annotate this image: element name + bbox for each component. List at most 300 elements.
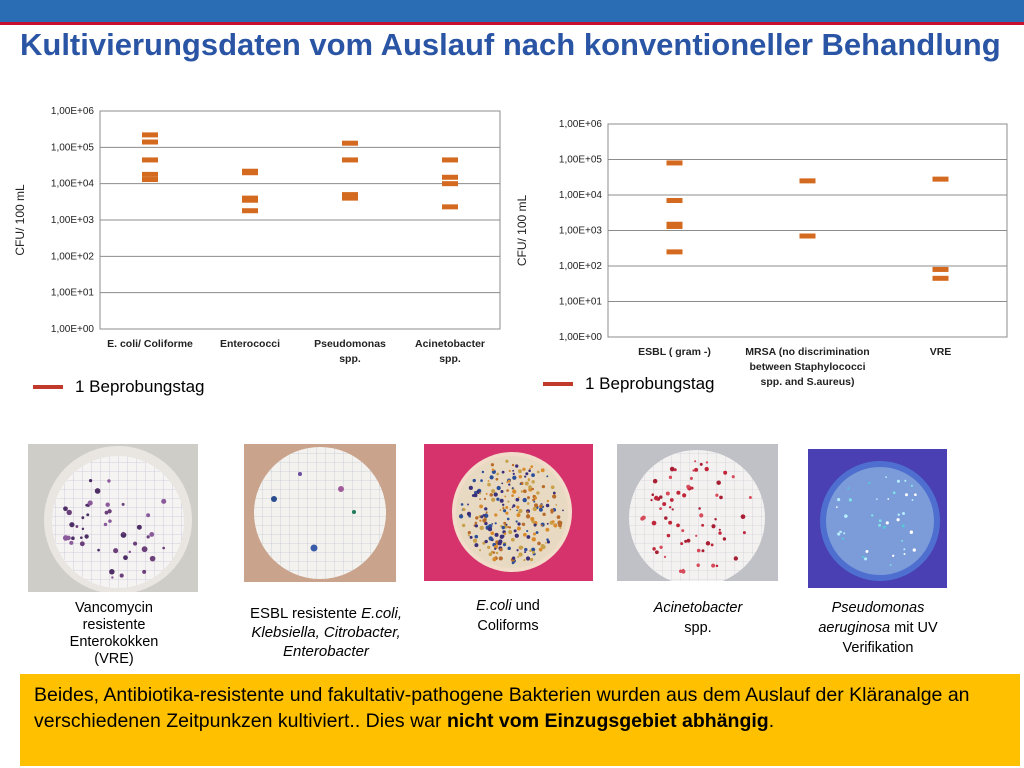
colony	[473, 479, 476, 482]
colony	[105, 503, 109, 507]
esbl-plate-image	[244, 444, 396, 582]
chart-bacteria	[10, 102, 510, 382]
colony	[718, 531, 721, 534]
data-point	[667, 224, 683, 229]
colony	[670, 498, 674, 502]
data-point	[142, 157, 158, 162]
colony	[539, 505, 542, 508]
colony	[862, 556, 864, 558]
colony	[669, 476, 672, 479]
data-point	[933, 276, 949, 281]
colony	[484, 507, 487, 510]
caption-text: und Coliforms	[477, 598, 540, 634]
colony	[705, 467, 709, 471]
colony	[161, 499, 166, 504]
colony	[501, 482, 503, 484]
caption-text: spp.	[684, 620, 712, 636]
colony	[488, 527, 492, 531]
acinetobacter-plate-photo	[617, 444, 778, 581]
colony	[518, 509, 522, 513]
colony	[901, 540, 903, 542]
colony	[676, 491, 680, 495]
x-tick-label	[314, 338, 386, 365]
colony	[653, 479, 658, 484]
colony	[523, 489, 527, 493]
colony	[893, 491, 896, 494]
colony	[486, 511, 488, 513]
colony	[512, 562, 515, 565]
colony	[686, 485, 690, 489]
top-banner-accent	[0, 22, 1024, 25]
x-tick-label	[745, 346, 869, 388]
colony	[517, 527, 521, 531]
colony	[533, 507, 537, 511]
data-point	[442, 181, 458, 186]
colony	[479, 520, 481, 522]
colony	[526, 530, 528, 532]
colony	[497, 486, 501, 490]
data-point	[342, 196, 358, 201]
vre-plate-image	[28, 444, 198, 592]
colony	[533, 501, 535, 503]
colony	[837, 532, 840, 535]
colony	[494, 513, 497, 516]
colony	[652, 547, 655, 550]
colony	[491, 498, 495, 502]
colony	[840, 531, 842, 533]
colony	[512, 504, 515, 507]
colony	[552, 494, 556, 498]
colony	[506, 524, 508, 526]
colony	[80, 541, 85, 546]
legend-label: 1 Beprobungstag	[585, 374, 715, 393]
colony	[462, 524, 465, 527]
colony	[662, 502, 666, 506]
colony	[97, 549, 100, 552]
colony	[700, 463, 703, 466]
colony	[511, 494, 514, 497]
colony	[503, 543, 506, 546]
colony	[723, 471, 727, 475]
caption-line: Enterokokken	[69, 634, 159, 650]
colony	[695, 535, 697, 537]
colony	[547, 500, 549, 502]
colony	[516, 498, 520, 502]
colony	[69, 541, 73, 545]
colony	[537, 542, 541, 546]
colony	[706, 461, 708, 463]
summary-end: .	[768, 710, 775, 732]
colony	[473, 539, 477, 543]
colony	[123, 555, 128, 560]
colony	[715, 494, 718, 497]
page-title: Kultivierungsdaten vom Auslauf nach konventioneller Behandlung	[20, 27, 1001, 62]
colony	[836, 506, 838, 508]
x-tick-line: E. coli/ Coliforme	[107, 338, 193, 350]
colony	[652, 521, 657, 526]
colony	[530, 558, 533, 561]
colony	[699, 513, 703, 517]
colony	[496, 473, 499, 476]
colony	[518, 552, 522, 556]
x-tick-label	[107, 338, 193, 350]
colony	[714, 518, 716, 520]
caption-ecoli	[468, 596, 548, 636]
colony	[655, 550, 659, 554]
data-point	[667, 198, 683, 203]
colony	[691, 487, 694, 490]
y-tick-label: 1,00E+02	[558, 261, 602, 272]
acinetobacter-plate-image	[617, 444, 778, 581]
colony	[505, 512, 508, 515]
caption-line: Vancomycin	[75, 600, 153, 616]
colony	[551, 485, 555, 489]
colony	[129, 551, 132, 554]
colony	[676, 523, 680, 527]
colony	[84, 534, 88, 538]
colony	[532, 551, 535, 554]
colony	[500, 490, 503, 493]
colony	[474, 535, 478, 539]
colony	[551, 511, 554, 514]
colony	[701, 549, 704, 552]
colony	[879, 519, 882, 522]
colony	[886, 521, 889, 524]
y-tick-label: 1,00E+01	[50, 287, 94, 299]
colony	[474, 543, 478, 547]
colony	[546, 504, 549, 507]
colony	[484, 540, 487, 543]
colony	[883, 526, 886, 529]
colony	[479, 504, 483, 508]
y-tick-label: 1,00E+00	[558, 332, 602, 343]
data-point	[242, 198, 258, 203]
colony	[910, 531, 913, 534]
colony	[487, 546, 490, 549]
x-tick-line: spp.	[339, 353, 361, 365]
data-point	[800, 233, 816, 238]
data-point	[933, 177, 949, 182]
colony	[669, 506, 671, 508]
colony	[511, 538, 515, 542]
colony	[546, 538, 549, 541]
data-point	[442, 175, 458, 180]
colony	[541, 524, 543, 526]
colony	[494, 548, 496, 550]
colony	[505, 506, 508, 509]
colony	[701, 524, 704, 527]
colony	[137, 525, 142, 530]
colony	[559, 527, 561, 529]
colony	[508, 480, 511, 483]
colony	[542, 545, 546, 549]
colony	[467, 512, 471, 516]
colony	[552, 520, 555, 523]
colony	[491, 523, 493, 525]
colony	[509, 526, 511, 528]
colony	[530, 517, 534, 521]
data-point	[667, 160, 683, 165]
y-tick-label: 1,00E+03	[50, 215, 94, 226]
colony	[63, 506, 68, 511]
colony	[885, 476, 887, 478]
legend-marker	[543, 382, 573, 386]
colony	[527, 496, 530, 499]
colony	[680, 542, 683, 545]
colony	[516, 549, 518, 551]
colony	[71, 536, 75, 540]
colony	[529, 550, 532, 553]
data-point	[342, 141, 358, 146]
colony	[512, 476, 516, 480]
colony	[844, 514, 848, 518]
colony	[82, 528, 84, 530]
legend-label: 1 Beprobungstag	[75, 377, 205, 396]
colony	[520, 483, 522, 485]
colony	[509, 470, 511, 472]
colony	[104, 523, 107, 526]
colony	[716, 480, 720, 484]
colony	[837, 498, 840, 501]
colony	[490, 531, 494, 535]
colony	[499, 548, 502, 551]
colony	[498, 541, 502, 545]
x-tick-line: Pseudomonas	[314, 338, 386, 350]
colony	[146, 513, 150, 517]
colony	[508, 530, 512, 534]
colony	[654, 496, 659, 501]
colony	[502, 526, 505, 529]
ecoli-plate-image	[424, 444, 593, 581]
colony	[111, 576, 113, 578]
y-tick-label: 1,00E+06	[50, 106, 94, 117]
colony	[512, 464, 514, 466]
colony	[521, 490, 523, 492]
colony	[849, 498, 852, 501]
colony	[506, 489, 509, 492]
vre-plate-photo	[28, 444, 198, 592]
colony	[504, 496, 506, 498]
colony	[528, 469, 531, 472]
colony	[539, 508, 543, 512]
colony	[525, 481, 529, 485]
colony	[902, 512, 905, 515]
colony	[461, 503, 464, 506]
colony	[475, 524, 478, 527]
colony	[527, 535, 531, 539]
colony	[510, 509, 512, 511]
colony	[519, 475, 522, 478]
colony	[666, 491, 670, 495]
x-tick-line: ESBL ( gram -)	[638, 346, 711, 358]
colony	[545, 542, 547, 544]
colony	[664, 556, 666, 558]
colony	[515, 464, 518, 467]
colony	[711, 524, 715, 528]
y-tick-label: 1,00E+05	[50, 142, 94, 154]
colony	[95, 488, 101, 494]
colony	[536, 531, 539, 534]
colony	[690, 477, 693, 480]
colony	[843, 532, 845, 534]
colony	[482, 471, 484, 473]
colony	[698, 507, 701, 510]
x-tick-line: Enterococci	[219, 338, 281, 350]
colony	[488, 480, 490, 482]
colony	[741, 514, 746, 519]
colony	[484, 498, 486, 500]
colony	[468, 534, 470, 536]
colony	[517, 556, 519, 558]
colony	[107, 479, 110, 482]
colony	[467, 504, 469, 506]
data-point	[342, 157, 358, 162]
colony	[876, 498, 878, 500]
colony	[546, 475, 548, 477]
colony	[864, 557, 867, 560]
colony	[81, 516, 84, 519]
colony	[696, 564, 699, 567]
colony	[719, 496, 723, 500]
colony	[479, 498, 481, 500]
colony	[842, 538, 844, 540]
colony	[670, 467, 675, 472]
caption-italic: Pseudomonas aeruginosa	[818, 600, 925, 636]
colony	[913, 548, 916, 551]
colony	[150, 556, 156, 562]
colony	[897, 518, 900, 521]
colony	[526, 556, 530, 560]
colony	[904, 553, 906, 555]
caption-vre	[40, 600, 188, 668]
colony	[847, 487, 849, 489]
colony	[122, 532, 125, 535]
colony	[489, 552, 493, 556]
colony	[694, 468, 698, 472]
colony	[522, 523, 525, 526]
colony	[479, 526, 483, 530]
colony	[912, 499, 914, 501]
x-tick-label	[415, 338, 485, 365]
colony	[502, 504, 504, 506]
colony	[531, 480, 534, 483]
colony	[149, 532, 154, 537]
colony	[499, 556, 503, 560]
summary-bold: nicht vom Einzugsgebiet abhängig	[446, 710, 769, 732]
colony	[659, 507, 662, 510]
x-tick-label	[220, 338, 280, 350]
colony	[491, 489, 495, 493]
colony	[474, 493, 478, 497]
colony	[533, 533, 536, 536]
colony	[147, 535, 150, 538]
colony	[518, 497, 520, 499]
x-tick-line: spp.	[439, 353, 461, 365]
colony	[536, 491, 539, 494]
colony	[651, 493, 654, 496]
x-tick-line: between Staphylococci	[749, 361, 866, 373]
colony	[682, 493, 686, 497]
pseudomonas-plate-image	[808, 449, 947, 588]
y-axis-label: CFU/ 100 mL	[515, 194, 529, 267]
colony	[490, 475, 494, 479]
data-point	[142, 140, 158, 145]
colony	[120, 574, 124, 578]
data-point	[800, 178, 816, 183]
caption-line: resistente	[82, 617, 146, 633]
colony	[534, 523, 537, 526]
x-tick-line: VRE	[929, 346, 952, 358]
colony	[530, 465, 533, 468]
caption-italic: E.coli	[476, 598, 512, 614]
esbl-plate-photo	[244, 444, 396, 582]
colony	[723, 537, 726, 540]
colony	[659, 546, 662, 549]
colony	[898, 514, 900, 516]
colony	[133, 542, 137, 546]
colony	[522, 468, 525, 471]
colony	[527, 502, 530, 505]
colony	[542, 513, 545, 516]
colony	[539, 548, 543, 552]
colony	[512, 490, 516, 494]
colony	[545, 528, 549, 532]
colony	[890, 564, 892, 566]
y-tick-label: 1,00E+00	[50, 324, 94, 335]
colony	[553, 492, 556, 495]
colony	[469, 486, 473, 490]
colony	[67, 510, 72, 515]
colony	[868, 482, 870, 484]
colony	[534, 503, 538, 507]
colony	[664, 516, 667, 519]
colony	[516, 513, 520, 517]
colony	[502, 471, 505, 474]
colony	[482, 518, 486, 522]
colony	[892, 555, 894, 557]
data-point	[442, 204, 458, 209]
colony	[667, 534, 670, 537]
colony	[470, 536, 473, 539]
colony	[865, 550, 868, 553]
colony	[681, 529, 684, 532]
colony	[531, 488, 534, 491]
colony	[694, 460, 696, 462]
colony	[480, 479, 483, 482]
colony	[716, 565, 719, 568]
colony	[493, 551, 495, 553]
legend-right	[543, 374, 715, 394]
colony	[517, 522, 520, 525]
colony	[507, 547, 510, 550]
colony	[142, 570, 146, 574]
legend-left	[33, 377, 205, 397]
caption-esbl	[232, 604, 420, 661]
colony	[672, 508, 674, 510]
colony	[109, 569, 114, 574]
colony	[525, 472, 528, 475]
colony	[86, 513, 89, 516]
colony	[75, 525, 78, 528]
colony	[162, 547, 165, 550]
summary-box	[20, 674, 1020, 766]
colony	[496, 478, 499, 481]
colony	[719, 529, 721, 531]
ecoli-plate-photo	[424, 444, 593, 581]
colony	[492, 468, 495, 471]
colony	[500, 509, 502, 511]
colony	[642, 516, 646, 520]
